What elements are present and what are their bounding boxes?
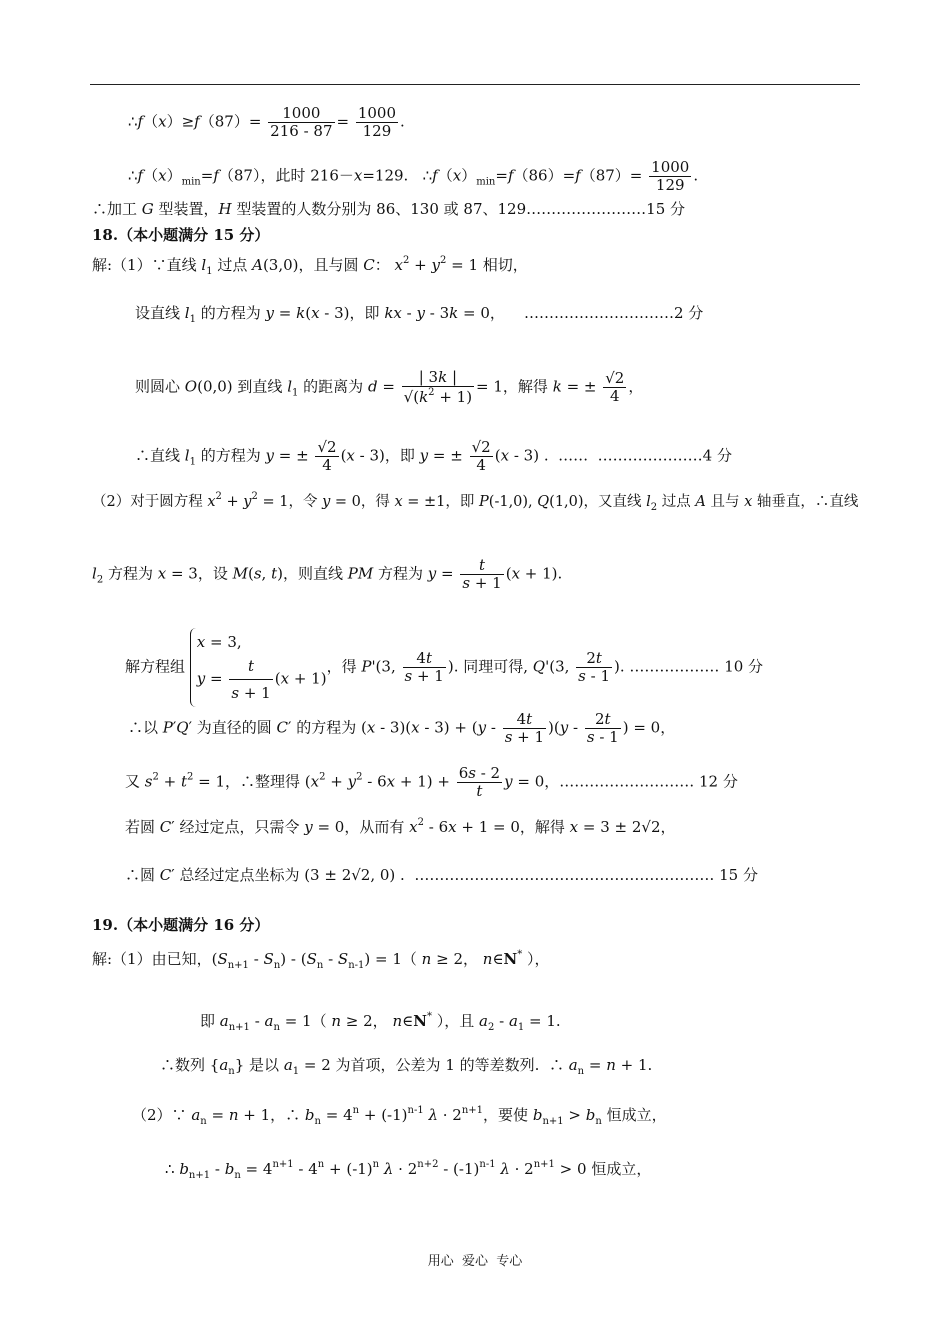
line-17: 解:（1）由已知，$(S_{n+1} - S_n) - (S_n - S_{n-1}) = 1$（ n ≥ 2， n∈N* ），	[92, 949, 550, 971]
line-08: ∴直线 $l_1$ 的方程为 y = ± $\frac{√2}{4}$ (x - 3)，即 y = ± $\frac{√2}{4}$ (x - 3) . …… …………………4 分	[135, 438, 732, 474]
page-footer: 用心 爱心 专心	[427, 1254, 523, 1269]
line-04-heading: 18.（本小题满分 15 分）	[92, 226, 270, 244]
line-06: 设直线 $l_1$ 的方程为 y = k(x - 3)，即 kx - y - 3k = 0， …………………………2 分	[135, 304, 704, 325]
header-rule	[90, 84, 860, 85]
line-01: ∴f（x）≥f（87）= $\frac{1000}{216 - 87}$ = $\frac{1000}{129}$ .	[128, 104, 405, 140]
line-09: （2）对于圆方程 $x^2 + y^2 = 1$，令 y = 0，得 x = ±1，即 P(-1,0), Q(1,0)，又直线 $l_2$ 过点 A 且与 x 轴垂直，∴直线	[92, 491, 859, 513]
line-05: 解:（1）∵直线 $l_1$ 过点 A(3,0)，且与圆 C： $x^2 + y^2 = 1$ 相切，	[92, 255, 528, 277]
line-07: 则圆心 O(0,0) 到直线 $l_1$ 的距离为 d = $\frac{| 3k |}{√(k^2 + 1)}$ = 1，解得 k = ± $\frac{√2}{4}$ ，	[135, 368, 644, 406]
line-21: ∴ $b_{n+1} - b_n = 4^{n+1} - 4^n + (-1)^n$ $\lambda \cdot 2^{n+2} - (-1)^{n-1}$ $\lambda \cdot 2^{n+1} > 0$ 恒成立，	[165, 1159, 652, 1181]
line-13: 又 $s^2 + t^2 = 1$，∴整理得 $(x^2 + y^2 - 6x + 1)$ + $\frac{6s - 2}{t}$ y = 0，……………………… 12 分	[125, 764, 738, 800]
line-12: ∴以 P′Q′ 为直径的圆 C′ 的方程为 (x - 3)(x - 3) + (y - $\frac{4t}{s + 1}$ )(y - $\frac{2t}{s - 1}$ ) = 0，	[128, 710, 676, 746]
line-02: $\therefore f(x)_{min}=f(87)$，此时 216－x=129. $\therefore f(x)_{min}=f(86)=f(87)=$ $\frac{1000}{129}$ .	[128, 158, 699, 194]
line-20: （2）∵ $a_n = n + 1$，∴ $b_n = 4^n + (-1)^{n-1}$ $\lambda \cdot 2^{n+1}$，要使 $b_{n+1} > b_n$ 恒成立，	[132, 1105, 667, 1127]
line-03: ∴加工 G 型装置，H 型装置的人数分别为 86、130 或 87、129……………………15 分	[92, 200, 686, 218]
line-11: 解方程组 x = 3, y = $\frac{t}{s + 1}$ (x + 1) ，得 P'(3, $\frac{4t}{s + 1}$ ). 同理可得, Q'(3, $\frac{2t}{s - 1}$ ). ……………… 10 分	[125, 628, 763, 707]
line-19: ∴数列 $\{a_n\}$ 是以 $a_1 = 2$ 为首项，公差为 1 的等差数列. ∴ $a_n = n + 1$.	[160, 1056, 653, 1077]
line-15: ∴圆 C′ 总经过定点坐标为 (3 ± 2√2, 0) . …………………………………………………… 15 分	[125, 866, 758, 884]
line-16-heading: 19.（本小题满分 16 分）	[92, 916, 270, 934]
line-18: 即 $a_{n+1} - a_n = 1$（ n ≥ 2， n∈N* ），且 $a_2 - a_1 = 1$.	[200, 1011, 561, 1033]
line-14: 若圆 C′ 经过定点，只需令 y = 0，从而有 $x^2 - 6x + 1 = 0$，解得 x = 3 ± 2√2，	[125, 817, 676, 836]
line-10: $l_2$ 方程为 x = 3，设 M(s, t)，则直线 PM 方程为 y = $\frac{t}{s + 1}$ (x + 1).	[92, 556, 563, 592]
